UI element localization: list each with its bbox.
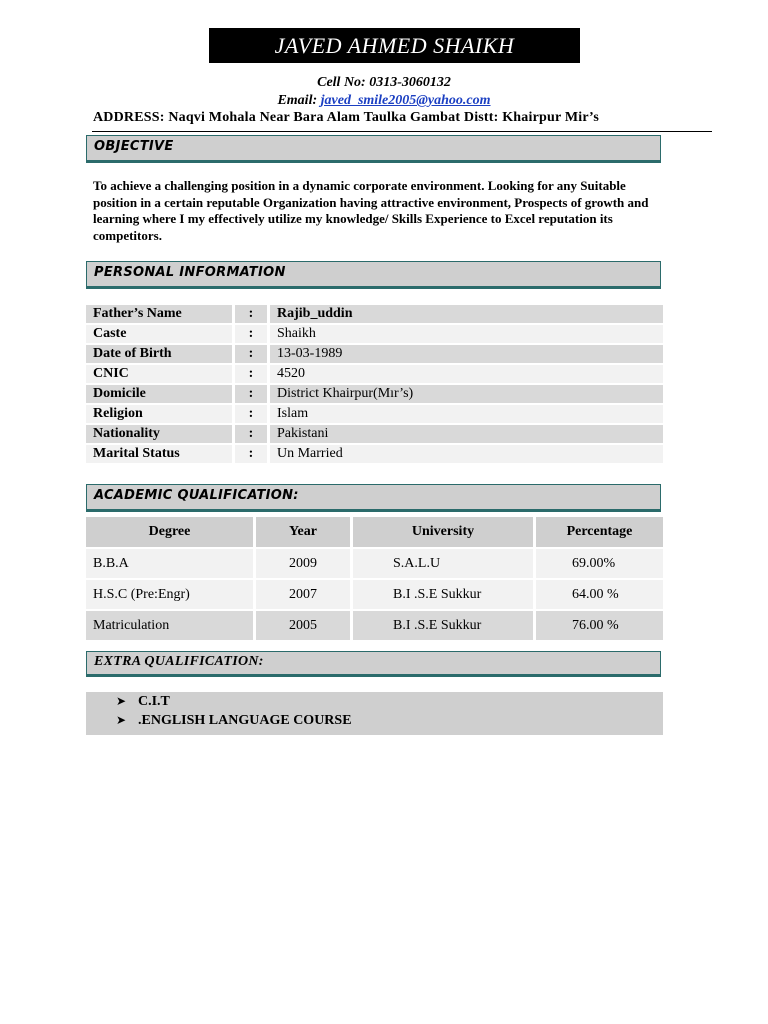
personal-separator: : (235, 385, 270, 403)
personal-value: Pakistani (270, 425, 663, 443)
personal-value: Shaikh (270, 325, 663, 343)
personal-value: Rajib_uddin (270, 305, 663, 323)
col-year: Year (256, 517, 353, 549)
personal-info-table (86, 303, 663, 465)
personal-separator: : (235, 345, 270, 363)
personal-title: PERSONAL INFORMATION (94, 265, 286, 280)
table-row (86, 405, 663, 423)
personal-value: Islam (270, 405, 663, 423)
email-line (0, 93, 768, 109)
year-cell: 2005 (256, 611, 353, 642)
email-label: Email: (277, 93, 321, 108)
extra-qualification-list (86, 692, 663, 735)
personal-label: Domicile (86, 385, 235, 403)
email-link[interactable]: javed_smile2005@yahoo.com (320, 93, 491, 108)
header-divider (92, 131, 712, 132)
personal-label: Religion (86, 405, 235, 423)
degree-cell: B.B.A (86, 549, 256, 580)
personal-separator: : (235, 365, 270, 383)
col-university: University (353, 517, 536, 549)
table-row (86, 345, 663, 363)
percentage-cell: 69.00% (536, 549, 663, 580)
degree-cell: Matriculation (86, 611, 256, 642)
table-row (86, 325, 663, 343)
table-row (86, 549, 663, 580)
personal-value: Un Married (270, 445, 663, 463)
academic-title: ACADEMIC QUALIFICATION: (94, 488, 299, 503)
table-row (86, 365, 663, 383)
extra-section-header (86, 651, 661, 675)
cell-line (0, 75, 768, 91)
personal-section-header (86, 261, 661, 287)
cell-label: Cell No: (317, 75, 370, 90)
personal-separator: : (235, 405, 270, 423)
address-line: ADDRESS: Naqvi Mohala Near Bara Alam Taulka Gambat Distt: Khairpur Mir’s (93, 110, 599, 125)
list-item (116, 713, 352, 729)
table-row (86, 305, 663, 323)
arrowhead-bullet-icon: ➤ (116, 713, 127, 727)
university-cell: B.I .S.E Sukkur (353, 580, 536, 611)
col-percentage: Percentage (536, 517, 663, 549)
extra-title: EXTRA QUALIFICATION: (94, 654, 264, 669)
table-row (86, 611, 663, 642)
table-row (86, 425, 663, 443)
personal-label: Marital Status (86, 445, 235, 463)
personal-separator: : (235, 425, 270, 443)
table-row (86, 445, 663, 463)
extra-item-label: .ENGLISH LANGUAGE COURSE (138, 713, 352, 728)
table-row (86, 385, 663, 403)
personal-label: Date of Birth (86, 345, 235, 363)
col-degree: Degree (86, 517, 256, 549)
percentage-cell: 76.00 % (536, 611, 663, 642)
personal-value: 4520 (270, 365, 663, 383)
personal-separator: : (235, 305, 270, 323)
personal-value: 13-03-1989 (270, 345, 663, 363)
extra-item-label: C.I.T (138, 694, 170, 709)
academic-section-header (86, 484, 661, 510)
percentage-cell: 64.00 % (536, 580, 663, 611)
personal-separator: : (235, 325, 270, 343)
year-cell: 2007 (256, 580, 353, 611)
degree-cell: H.S.C (Pre:Engr) (86, 580, 256, 611)
academic-table (86, 517, 663, 642)
table-row (86, 580, 663, 611)
personal-label: CNIC (86, 365, 235, 383)
objective-text: To achieve a challenging position in a dynamic corporate environment. Looking for any Suitable position in a certain reputable Organization having attractive environment, Prospects of growth and learning where I my effectively utilize my knowledge/ Skills Experience to Excel reputation its competitors. (93, 178, 649, 243)
candidate-name: JAVED AHMED SHAIKH (274, 33, 515, 58)
name-banner (209, 28, 580, 63)
list-item (116, 694, 170, 710)
university-cell: S.A.L.U (353, 549, 536, 580)
university-cell: B.I .S.E Sukkur (353, 611, 536, 642)
academic-header-row (86, 517, 663, 549)
objective-section-header (86, 135, 661, 161)
personal-label: Caste (86, 325, 235, 343)
arrowhead-bullet-icon: ➤ (116, 694, 127, 708)
year-cell: 2009 (256, 549, 353, 580)
objective-title: OBJECTIVE (94, 139, 174, 154)
personal-separator: : (235, 445, 270, 463)
personal-label: Father’s Name (86, 305, 235, 323)
personal-value: District Khairpur(Mır’s) (270, 385, 663, 403)
personal-label: Nationality (86, 425, 235, 443)
cell-value: 0313-3060132 (369, 75, 451, 90)
